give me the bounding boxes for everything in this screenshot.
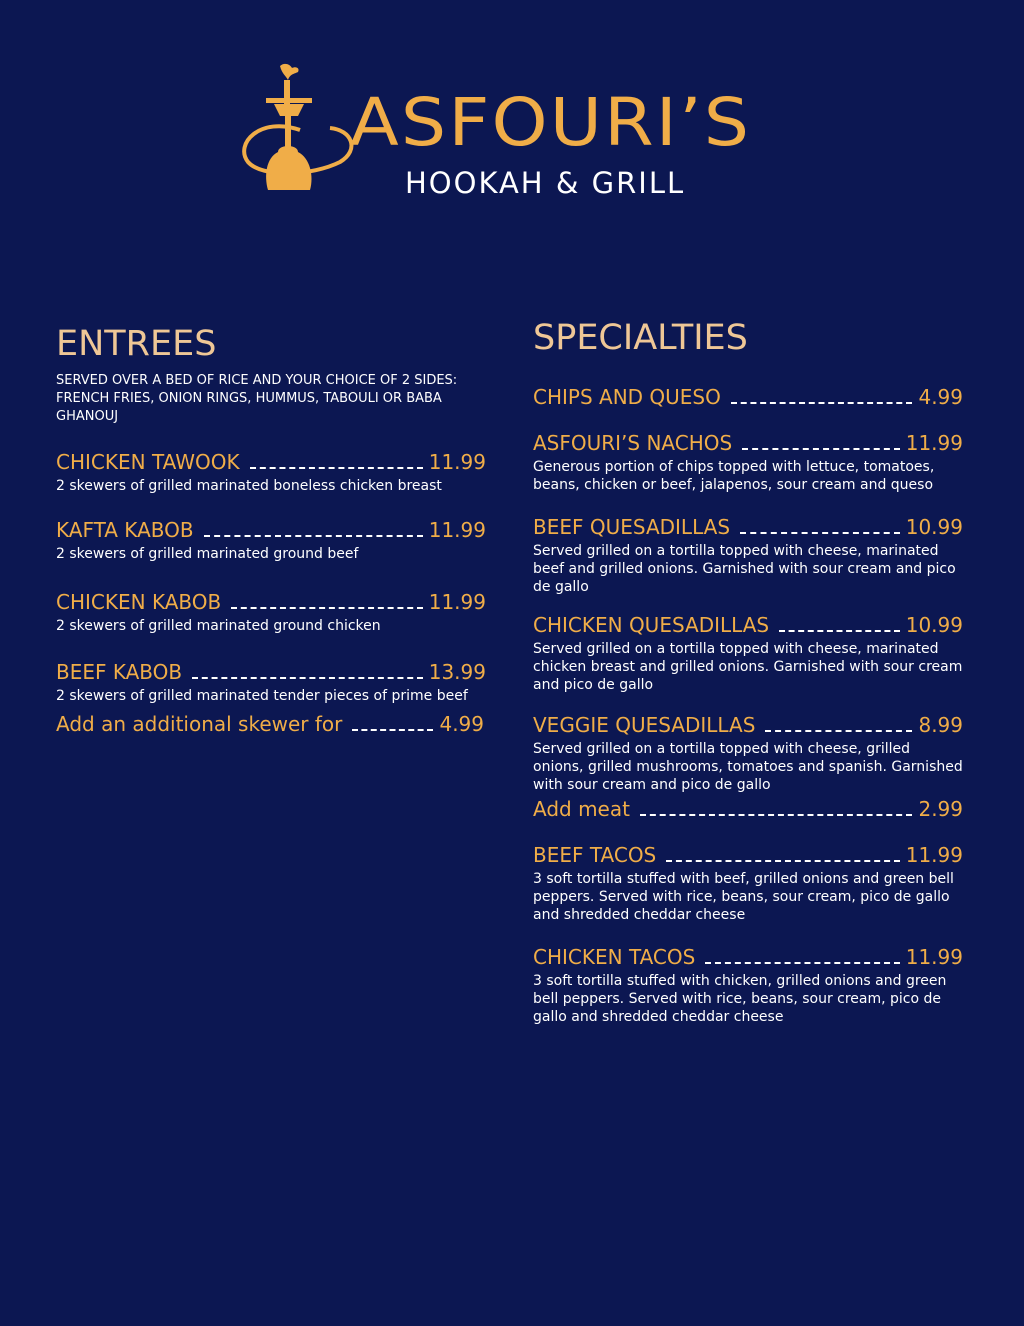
menu-item: [533, 842, 963, 924]
menu-item: [56, 449, 486, 495]
entrees-section: [56, 322, 486, 737]
menu-item: [533, 430, 963, 494]
menu-item: [533, 514, 963, 596]
addon-name: Add an additional skewer for: [56, 712, 343, 736]
item-price: 10.99: [905, 515, 963, 539]
dotted-leader: [666, 860, 899, 862]
item-name: BEEF KABOB: [56, 660, 183, 684]
dotted-leader: [731, 402, 913, 404]
dotted-leader: [740, 532, 900, 534]
item-name: ASFOURI’S NACHOS: [533, 431, 733, 455]
item-name: CHICKEN KABOB: [56, 590, 222, 614]
item-price: 11.99: [905, 945, 963, 969]
item-name: KAFTA KABOB: [56, 518, 194, 542]
dotted-leader: [705, 962, 899, 964]
menu-item: [533, 384, 963, 410]
item-price: 10.99: [905, 613, 963, 637]
item-description: Served grilled on a tortilla topped with cheese, marinated beef and grilled onions. Garnished with sour cream and pico de gallo: [533, 543, 956, 595]
dotted-leader: [742, 448, 900, 450]
item-price: 11.99: [428, 450, 486, 474]
dotted-leader: [192, 677, 423, 679]
item-name: CHICKEN TACOS: [533, 945, 696, 969]
dotted-leader: [765, 730, 912, 732]
item-name: BEEF QUESADILLAS: [533, 515, 731, 539]
dotted-leader: [250, 467, 423, 469]
item-description: Served grilled on a tortilla topped with cheese, marinated chicken breast and grilled onions. Garnished with sour cream and pico de gallo: [533, 641, 963, 693]
item-description: 2 skewers of grilled marinated ground beef: [56, 546, 359, 562]
dotted-leader: [231, 607, 423, 609]
specialties-title: SPECIALTIES: [533, 318, 748, 358]
menu-item: [56, 659, 486, 705]
hookah-icon: [240, 58, 360, 208]
dotted-leader: [204, 535, 423, 537]
item-description: 2 skewers of grilled marinated ground chicken: [56, 618, 381, 634]
dotted-leader: [779, 630, 900, 632]
specialties-section: [533, 316, 963, 1026]
entrees-note: SERVED OVER A BED OF RICE AND YOUR CHOICE OF 2 SIDES: FRENCH FRIES, ONION RINGS, HUMMUS, TABOULI OR BABA GHANOUJ: [56, 373, 458, 424]
item-price: 11.99: [428, 590, 486, 614]
menu-item: [533, 944, 963, 1026]
item-name: CHICKEN QUESADILLAS: [533, 613, 770, 637]
item-price: 11.99: [905, 843, 963, 867]
item-price: 13.99: [428, 660, 486, 684]
dotted-leader: [352, 729, 433, 731]
item-price: 11.99: [905, 431, 963, 455]
menu-item: [533, 612, 963, 694]
menu-item: [533, 712, 963, 794]
item-description: 2 skewers of grilled marinated boneless chicken breast: [56, 478, 442, 494]
menu-item: [56, 517, 486, 563]
item-description: 2 skewers of grilled marinated tender pieces of prime beef: [56, 688, 468, 704]
item-description: Generous portion of chips topped with lettuce, tomatoes, beans, chicken or beef, jalapenos, sour cream and queso: [533, 459, 935, 493]
addon-item: [56, 711, 484, 737]
entrees-title: ENTREES: [56, 324, 217, 364]
item-name: VEGGIE QUESADILLAS: [533, 713, 756, 737]
menu-item: [56, 589, 486, 635]
item-price: 8.99: [918, 713, 963, 737]
addon-item: [533, 796, 963, 822]
dotted-leader: [640, 814, 913, 816]
item-name: CHIPS AND QUESO: [533, 385, 721, 409]
item-price: 11.99: [428, 518, 486, 542]
brand-name: ASFOURI’S: [350, 84, 752, 161]
addon-price: 4.99: [439, 712, 484, 736]
addon-price: 2.99: [918, 797, 963, 821]
item-description: 3 soft tortilla stuffed with beef, grilled onions and green bell peppers. Served with rice, beans, sour cream, pico de gallo and shredded cheddar cheese: [533, 871, 954, 923]
brand-subtitle: HOOKAH & GRILL: [405, 166, 686, 200]
addon-name: Add meat: [533, 797, 630, 821]
item-description: 3 soft tortilla stuffed with chicken, grilled onions and green bell peppers. Served with rice, beans, sour cream, pico de gallo and shredded cheddar cheese: [533, 973, 947, 1025]
item-price: 4.99: [918, 385, 963, 409]
item-description: Served grilled on a tortilla topped with cheese, grilled onions, grilled mushrooms, tomatoes and spanish. Garnished with sour cream and pico de gallo: [533, 741, 963, 793]
item-name: BEEF TACOS: [533, 843, 657, 867]
item-name: CHICKEN TAWOOK: [56, 450, 240, 474]
logo: [240, 58, 800, 208]
